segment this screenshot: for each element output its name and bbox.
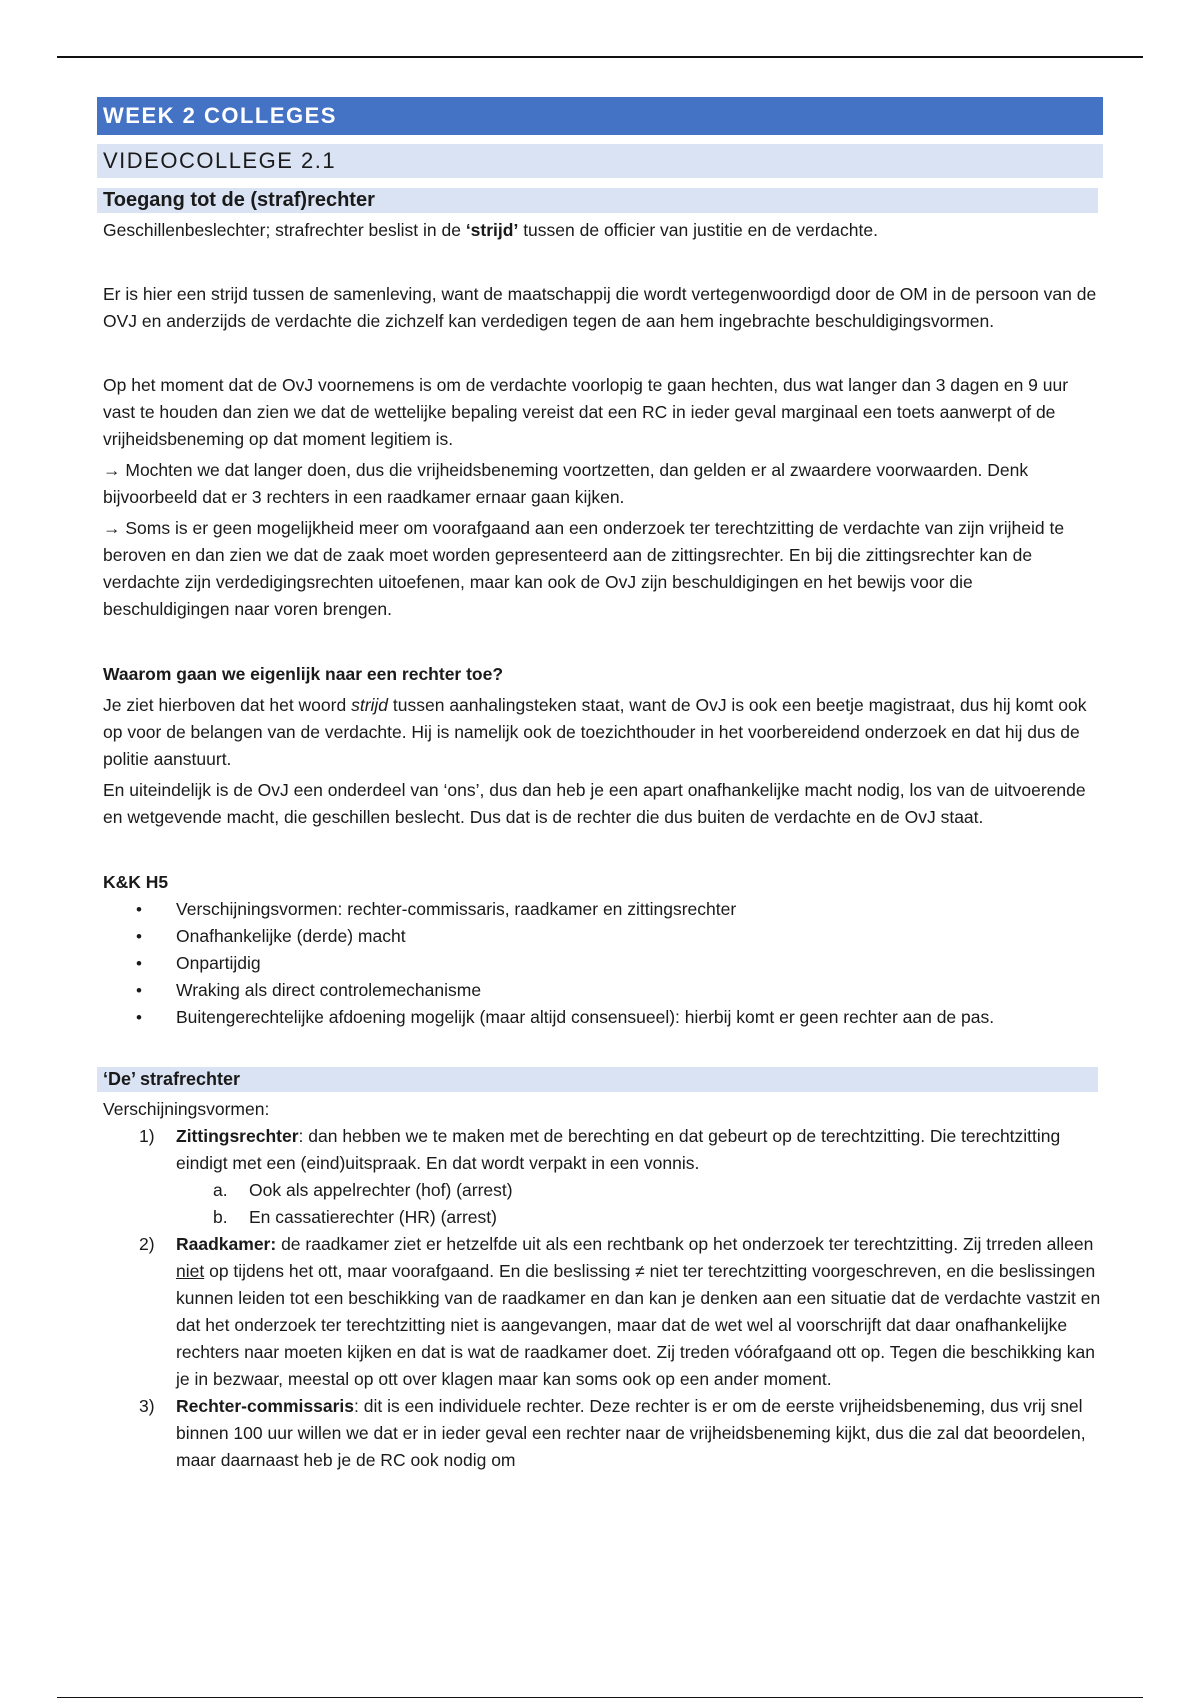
- list-number: 2): [139, 1234, 155, 1254]
- list-item-zittingsrechter: 1) Zittingsrechter: dan hebben we te maken met de berechting en dat gebeurt op de terechtzitting. Die terechtzitting eindigt met een (eind)uitspraak. En dat wordt verpakt in een vonnis. a. Ook als appelrechter (hof) (arrest) b. En cassatierechter (HR) (arrest): [97, 1123, 1103, 1231]
- list-item: • Buitengerechtelijke afdoening mogelijk (maar altijd consensueel): hierbij komt er geen rechter aan de pas.: [97, 1004, 1103, 1031]
- week-heading: WEEK 2 COLLEGES: [97, 97, 1103, 135]
- section-heading-toegang: Toegang tot de (straf)rechter: [97, 188, 1098, 213]
- list-number: 3): [139, 1396, 155, 1416]
- verschijningsvormen-list: [97, 1123, 1103, 1474]
- sub-list-item: b. En cassatierechter (HR) (arrest): [213, 1207, 497, 1227]
- section-heading-strafrechter: ‘De’ strafrechter: [97, 1067, 1098, 1092]
- list-item: • Onpartijdig: [97, 950, 1103, 977]
- kk-heading: K&K H5: [103, 872, 169, 892]
- verschijningsvormen-intro: Verschijningsvormen:: [103, 1099, 270, 1119]
- list-number: 1): [139, 1126, 155, 1146]
- top-rule: [57, 56, 1143, 58]
- paragraph-strijd-aanhalingsteken: Je ziet hierboven dat het woord strijd tussen aanhalingsteken staat, want de OvJ is ook een beetje magistraat, dus hij komt ook op voor de belangen van de verdachte. Hij is namelijk ook de toezichthouder in het voorbereidend onderzoek en dat hij dus de politie aanstuurt.: [103, 695, 1087, 769]
- list-item-rechter-commissaris: 3) Rechter-commissaris: dit is een individuele rechter. Deze rechter is er om de eerste vrijheidsbeneming, dus vrij snel binnen 100 uur willen we dat er in ieder geval een rechter naar de vrijheidsbeneming kijkt, dus die zal dat beoordelen, maar daarnaast heb je de RC ook nodig om: [97, 1393, 1103, 1474]
- bottom-rule: [57, 1697, 1143, 1698]
- kk-bullet-list: [97, 896, 1103, 1031]
- list-item-raadkamer: 2) Raadkamer: de raadkamer ziet er hetzelfde uit als een rechtbank op het onderzoek ter terechtzitting. Zij trreden alleen niet op tijdens het ott, maar voorafgaand. En die beslissing ≠ niet ter terechtzitting voorgeschreven, en die beslissingen kunnen leiden tot een beschikking van de raadkamer en dan kan je denken aan een situatie dat de verdachte vastzit en dat het onderzoek ter terechtzitting niet is aangevangen, maar dat de wet wel al voorschrijft dat daar onafhankelijke rechters naar moeten kijken en dat is wat de raadkamer doet. Zij treden vóórafgaand ott op. Tegen die beschikking kan je in bezwaar, meestal op ott over klagen maar kan soms ook op een ander moment.: [97, 1231, 1103, 1393]
- list-item: • Onafhankelijke (derde) macht: [97, 923, 1103, 950]
- question-heading: Waarom gaan we eigenlijk naar een rechter toe?: [103, 664, 504, 684]
- paragraph-arrow-zittingsrechter: → Soms is er geen mogelijkheid meer om voorafgaand aan een onderzoek ter terechtzitting de verdachte van zijn vrijheid te beroven en dan zien we dat de zaak moet worden gepresenteerd aan de zittingsrechter. En bij die zittingsrechter kan de verdachte zijn verdedigingsrechten uitoefenen, maar kan ook de OvJ zijn beschuldigingen en het bewijs voor die beschuldigingen naar voren brengen.: [103, 518, 1065, 619]
- paragraph-voorlopig-hechten: Op het moment dat de OvJ voornemens is om de verdachte voorlopig te gaan hechten, dus wat langer dan 3 dagen en 9 uur vast te houden dan zien we dat de wettelijke bepaling vereist dat een RC in ieder geval marginaal een toets aanwerpt of de vrijheidsbeneming op dat moment legitiem is.: [103, 375, 1069, 449]
- list-item: • Wraking als direct controlemechanisme: [97, 977, 1103, 1004]
- list-item: • Verschijningsvormen: rechter-commissaris, raadkamer en zittingsrechter: [97, 896, 1103, 923]
- sub-list-item: a. Ook als appelrechter (hof) (arrest): [213, 1180, 513, 1200]
- paragraph-onafhankelijke-macht: En uiteindelijk is de OvJ een onderdeel van ‘ons’, dus dan heb je een apart onafhankelijke macht nodig, los van de uitvoerende en wetgevende macht, die geschillen beslecht. Dus dat is de rechter die dus buiten de verdachte en de OvJ staat.: [103, 780, 1086, 827]
- document-body: [97, 97, 1103, 1474]
- paragraph-arrow-langer: → Mochten we dat langer doen, dus die vrijheidsbeneming voortzetten, dan gelden er al zwaardere voorwaarden. Denk bijvoorbeeld dat er 3 rechters in een raadkamer ernaar gaan kijken.: [103, 460, 1029, 507]
- paragraph-geschillenbeslechter: Geschillenbeslechter; strafrechter beslist in de ‘strijd’ tussen de officier van justitie en de verdachte.: [103, 220, 878, 240]
- paragraph-strijd: Er is hier een strijd tussen de samenleving, want de maatschappij die wordt vertegenwoordigd door de OM in de persoon van de OVJ en anderzijds de verdachte die zichzelf kan verdedigen tegen de aan hem ingebrachte beschuldigingsvormen.: [103, 284, 1097, 331]
- sub-list: [176, 1177, 1103, 1231]
- videocollege-heading: VIDEOCOLLEGE 2.1: [97, 144, 1103, 178]
